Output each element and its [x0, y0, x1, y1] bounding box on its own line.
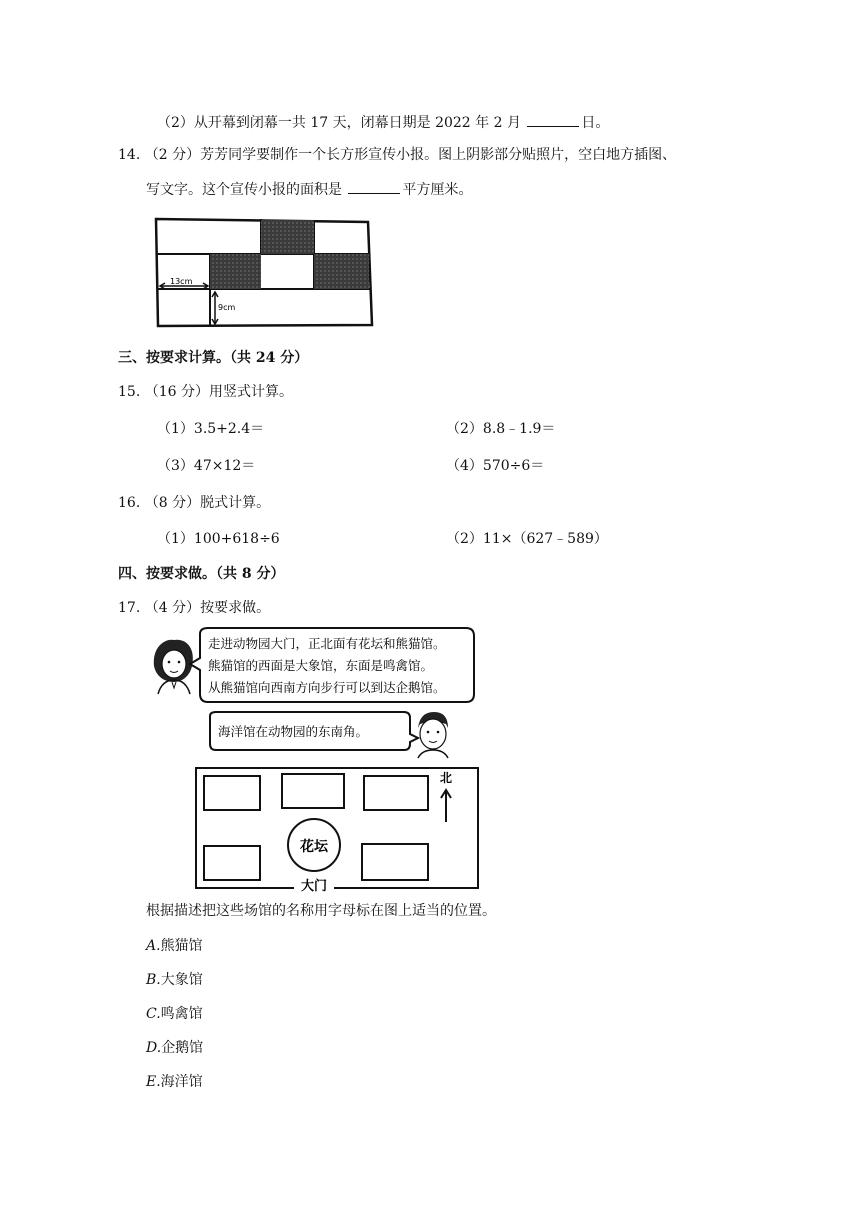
- gate-label: 大门: [300, 879, 328, 894]
- q13-part2-suffix: 日。: [581, 115, 610, 131]
- bubble-1-line: 熊猫馆的西面是大象馆，东面是鸣禽馆。: [208, 658, 434, 673]
- option-a: [146, 937, 203, 955]
- option-b: [146, 971, 203, 989]
- venue-plot[interactable]: [362, 844, 428, 880]
- venue-plot[interactable]: [204, 846, 260, 880]
- option-e: [146, 1073, 203, 1091]
- section-4-title: 四、按要求做。（共 8 分）: [118, 566, 285, 582]
- option-letter: C.: [146, 1006, 161, 1022]
- q17-heading: [118, 599, 270, 617]
- q14-line1: [118, 146, 676, 164]
- q15-item: （2）8.8﹣1.9＝: [446, 421, 556, 437]
- venue-plot[interactable]: [282, 774, 344, 808]
- q13-part2-line: [157, 113, 609, 132]
- q17-number: 17.: [118, 600, 141, 616]
- height-label: 9cm: [218, 303, 236, 312]
- option-c: [146, 1005, 203, 1023]
- q16-item: （2）11×（627﹣589）: [446, 531, 608, 547]
- venue-plot[interactable]: [204, 776, 260, 810]
- q15-title: （16 分）用竖式计算。: [144, 384, 293, 400]
- option-letter: E.: [146, 1074, 161, 1090]
- option-text: 熊猫馆: [160, 938, 203, 954]
- zoo-map-figure: [148, 624, 482, 894]
- option-letter: D.: [146, 1040, 162, 1056]
- q14-text-line2-prefix: 写文字。这个宣传小报的面积是: [146, 182, 347, 198]
- north-label: 北: [439, 771, 453, 785]
- q14-line2: [146, 180, 472, 199]
- q16-heading: [118, 494, 270, 512]
- option-text: 海洋馆: [160, 1074, 203, 1090]
- answer-blank[interactable]: [348, 180, 400, 194]
- q15-item: （3）47×12＝: [157, 458, 256, 474]
- poster-figure: [148, 214, 380, 332]
- section-3-title: 三、按要求计算。（共 24 分）: [118, 350, 309, 366]
- q17-title: （4 分）按要求做。: [144, 600, 271, 616]
- q15-item: （1）3.5+2.4＝: [157, 421, 265, 437]
- venue-plot[interactable]: [364, 776, 428, 810]
- q16-item: （1）100+618÷6: [157, 531, 280, 547]
- q14-text-line2-suffix: 平方厘米。: [402, 182, 473, 198]
- option-text: 鸣禽馆: [160, 1006, 203, 1022]
- photo-area: [210, 254, 261, 289]
- q15-heading: [118, 383, 293, 401]
- option-letter: B.: [146, 972, 161, 988]
- option-d: [146, 1039, 203, 1057]
- photo-area: [261, 220, 314, 254]
- photo-area: [314, 254, 369, 289]
- girl-avatar: [154, 640, 193, 694]
- option-letter: A.: [146, 938, 161, 954]
- option-text: 大象馆: [160, 972, 203, 988]
- boy-avatar: [418, 712, 448, 758]
- option-text: 企鹅馆: [161, 1040, 204, 1056]
- answer-blank[interactable]: [527, 113, 579, 127]
- q15-item: （4）570÷6＝: [446, 458, 545, 474]
- bubble-2-text: 海洋馆在动物园的东南角。: [218, 724, 369, 739]
- q17-instruction: 根据描述把这些场馆的名称用字母标在图上适当的位置。: [146, 903, 496, 919]
- q15-number: 15.: [118, 384, 141, 400]
- q14-text-line1: （2 分）芳芳同学要制作一个长方形宣传小报。图上阴影部分贴照片，空白地方插图、: [144, 147, 677, 163]
- width-label: 13cm: [170, 277, 193, 286]
- q16-title: （8 分）脱式计算。: [144, 495, 271, 511]
- bubble-1-line: 走进动物园大门，正北面有花坛和熊猫馆。: [208, 636, 446, 651]
- q14-number: 14.: [118, 147, 141, 163]
- bubble-1-line: 从熊猫馆向西南方向步行可以到达企鹅馆。: [208, 680, 446, 695]
- q16-number: 16.: [118, 495, 141, 511]
- flower-bed-label: 花坛: [300, 839, 328, 855]
- q13-part2-prefix: （2）从开幕到闭幕一共 17 天，闭幕日期是 2022 年 2 月: [157, 115, 526, 131]
